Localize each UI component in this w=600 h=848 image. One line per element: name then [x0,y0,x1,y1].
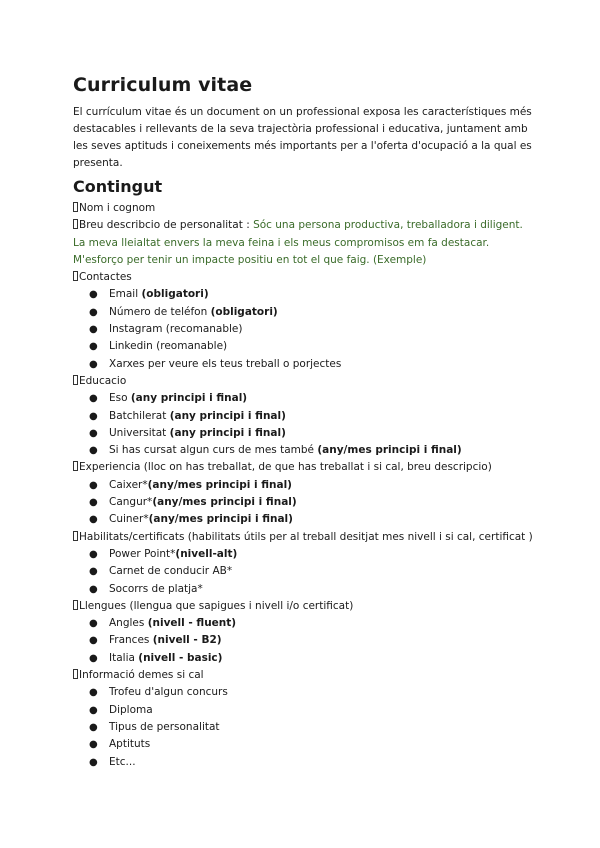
educacio-list [73,390,533,459]
bullet-icon: ● [89,514,98,526]
missing-glyph-icon [73,375,78,385]
list-item: ● Linkedin (reomanable) [89,338,533,355]
contingut-heading: Contingut [73,177,163,196]
bullet-icon: ● [89,410,98,422]
bullet-icon: ● [89,739,98,751]
bullet-icon: ● [89,393,98,405]
habilitats-heading: Habilitats/certificats (habilitats útils per al treball desitjat mes nivell i si cal, certificat ) [73,529,533,546]
list-item: ● Email (obligatori) [89,286,533,303]
bullet-icon: ● [89,324,98,336]
list-item: ● Diploma [89,702,533,719]
bullet-icon: ● [89,652,98,664]
breu-example: Sóc una persona productiva, treballadora i diligent. La meva lleialtat envers la meva feina i els meus compromisos em fa destacar. M'esforço per tenir un impacte positiu en tot el que faig. (Exemple) [73,219,523,266]
list-item: ● Tipus de personalitat [89,719,533,736]
bullet-icon: ● [89,566,98,578]
missing-glyph-icon [73,271,78,281]
list-item: ● Socorrs de platja* [89,581,533,598]
list-item: ● Trofeu d'algun concurs [89,684,533,701]
page-title: Curriculum vitae [73,74,253,96]
list-item: ● Italia (nivell - basic) [89,650,533,667]
habilitats-list [73,546,533,598]
list-item: ● Angles (nivell - fluent) [89,615,533,632]
llengues-list [73,615,533,667]
list-item: ● Número de teléfon (obligatori) [89,304,533,321]
bullet-icon: ● [89,756,98,768]
experiencia-list [73,477,533,529]
list-item: ● Caixer*(any/mes principi i final) [89,477,533,494]
list-item: ● Si has cursat algun curs de mes també (any/mes principi i final) [89,442,533,459]
bullet-icon: ● [89,618,98,630]
list-item: ● Cuiner*(any/mes principi i final) [89,511,533,528]
missing-glyph-icon [73,669,78,679]
bullet-icon: ● [89,479,98,491]
list-item: ● Xarxes per veure els teus treball o porjectes [89,356,533,373]
bullet-icon: ● [89,704,98,716]
breu-line [73,217,533,269]
bullet-icon: ● [89,687,98,699]
informacio-heading: Informació demes si cal [73,667,533,684]
list-item: ● Eso (any principi i final) [89,390,533,407]
list-item: ● Power Point*(nivell-alt) [89,546,533,563]
nom-line: Nom i cognom [73,200,533,217]
informacio-list [73,684,533,770]
intro-paragraph: El currículum vitae és un document on un professional exposa les característiques més destacables i rellevants de la seva trajectòria professional i educativa, juntament amb les seves aptituds i coneixements més importants per a l'oferta d'ocupació a la qual es presenta. [73,106,532,169]
contactes-heading: Contactes [73,269,533,286]
list-item: ● Carnet de conducir AB* [89,563,533,580]
bullet-icon: ● [89,427,98,439]
bullet-icon: ● [89,497,98,509]
list-item: ● Cangur*(any/mes principi i final) [89,494,533,511]
missing-glyph-icon [73,219,78,229]
missing-glyph-icon [73,202,78,212]
missing-glyph-icon [73,531,78,541]
document-page [73,72,533,771]
contactes-list [73,286,533,372]
list-item: ● Etc... [89,754,533,771]
experiencia-heading: Experiencia (lloc on has treballat, de que has treballat i si cal, breu descripcio) [73,459,533,476]
list-item: ● Aptituts [89,736,533,753]
list-item: ● Batchilerat (any principi i final) [89,408,533,425]
list-item: ● Instagram (recomanable) [89,321,533,338]
bullet-icon: ● [89,289,98,301]
bullet-icon: ● [89,306,98,318]
bullet-icon: ● [89,341,98,353]
bullet-icon: ● [89,358,98,370]
bullet-icon: ● [89,721,98,733]
llengues-heading: Llengues (llengua que sapigues i nivell i/o certificat) [73,598,533,615]
breu-label: Breu describcio de personalitat : [79,219,250,232]
list-item: ● Universitat (any principi i final) [89,425,533,442]
missing-glyph-icon [73,461,78,471]
missing-glyph-icon [73,600,78,610]
bullet-icon: ● [89,635,98,647]
educacio-heading: Educacio [73,373,533,390]
bullet-icon: ● [89,548,98,560]
bullet-icon: ● [89,583,98,595]
bullet-icon: ● [89,445,98,457]
list-item: ● Frances (nivell - B2) [89,632,533,649]
